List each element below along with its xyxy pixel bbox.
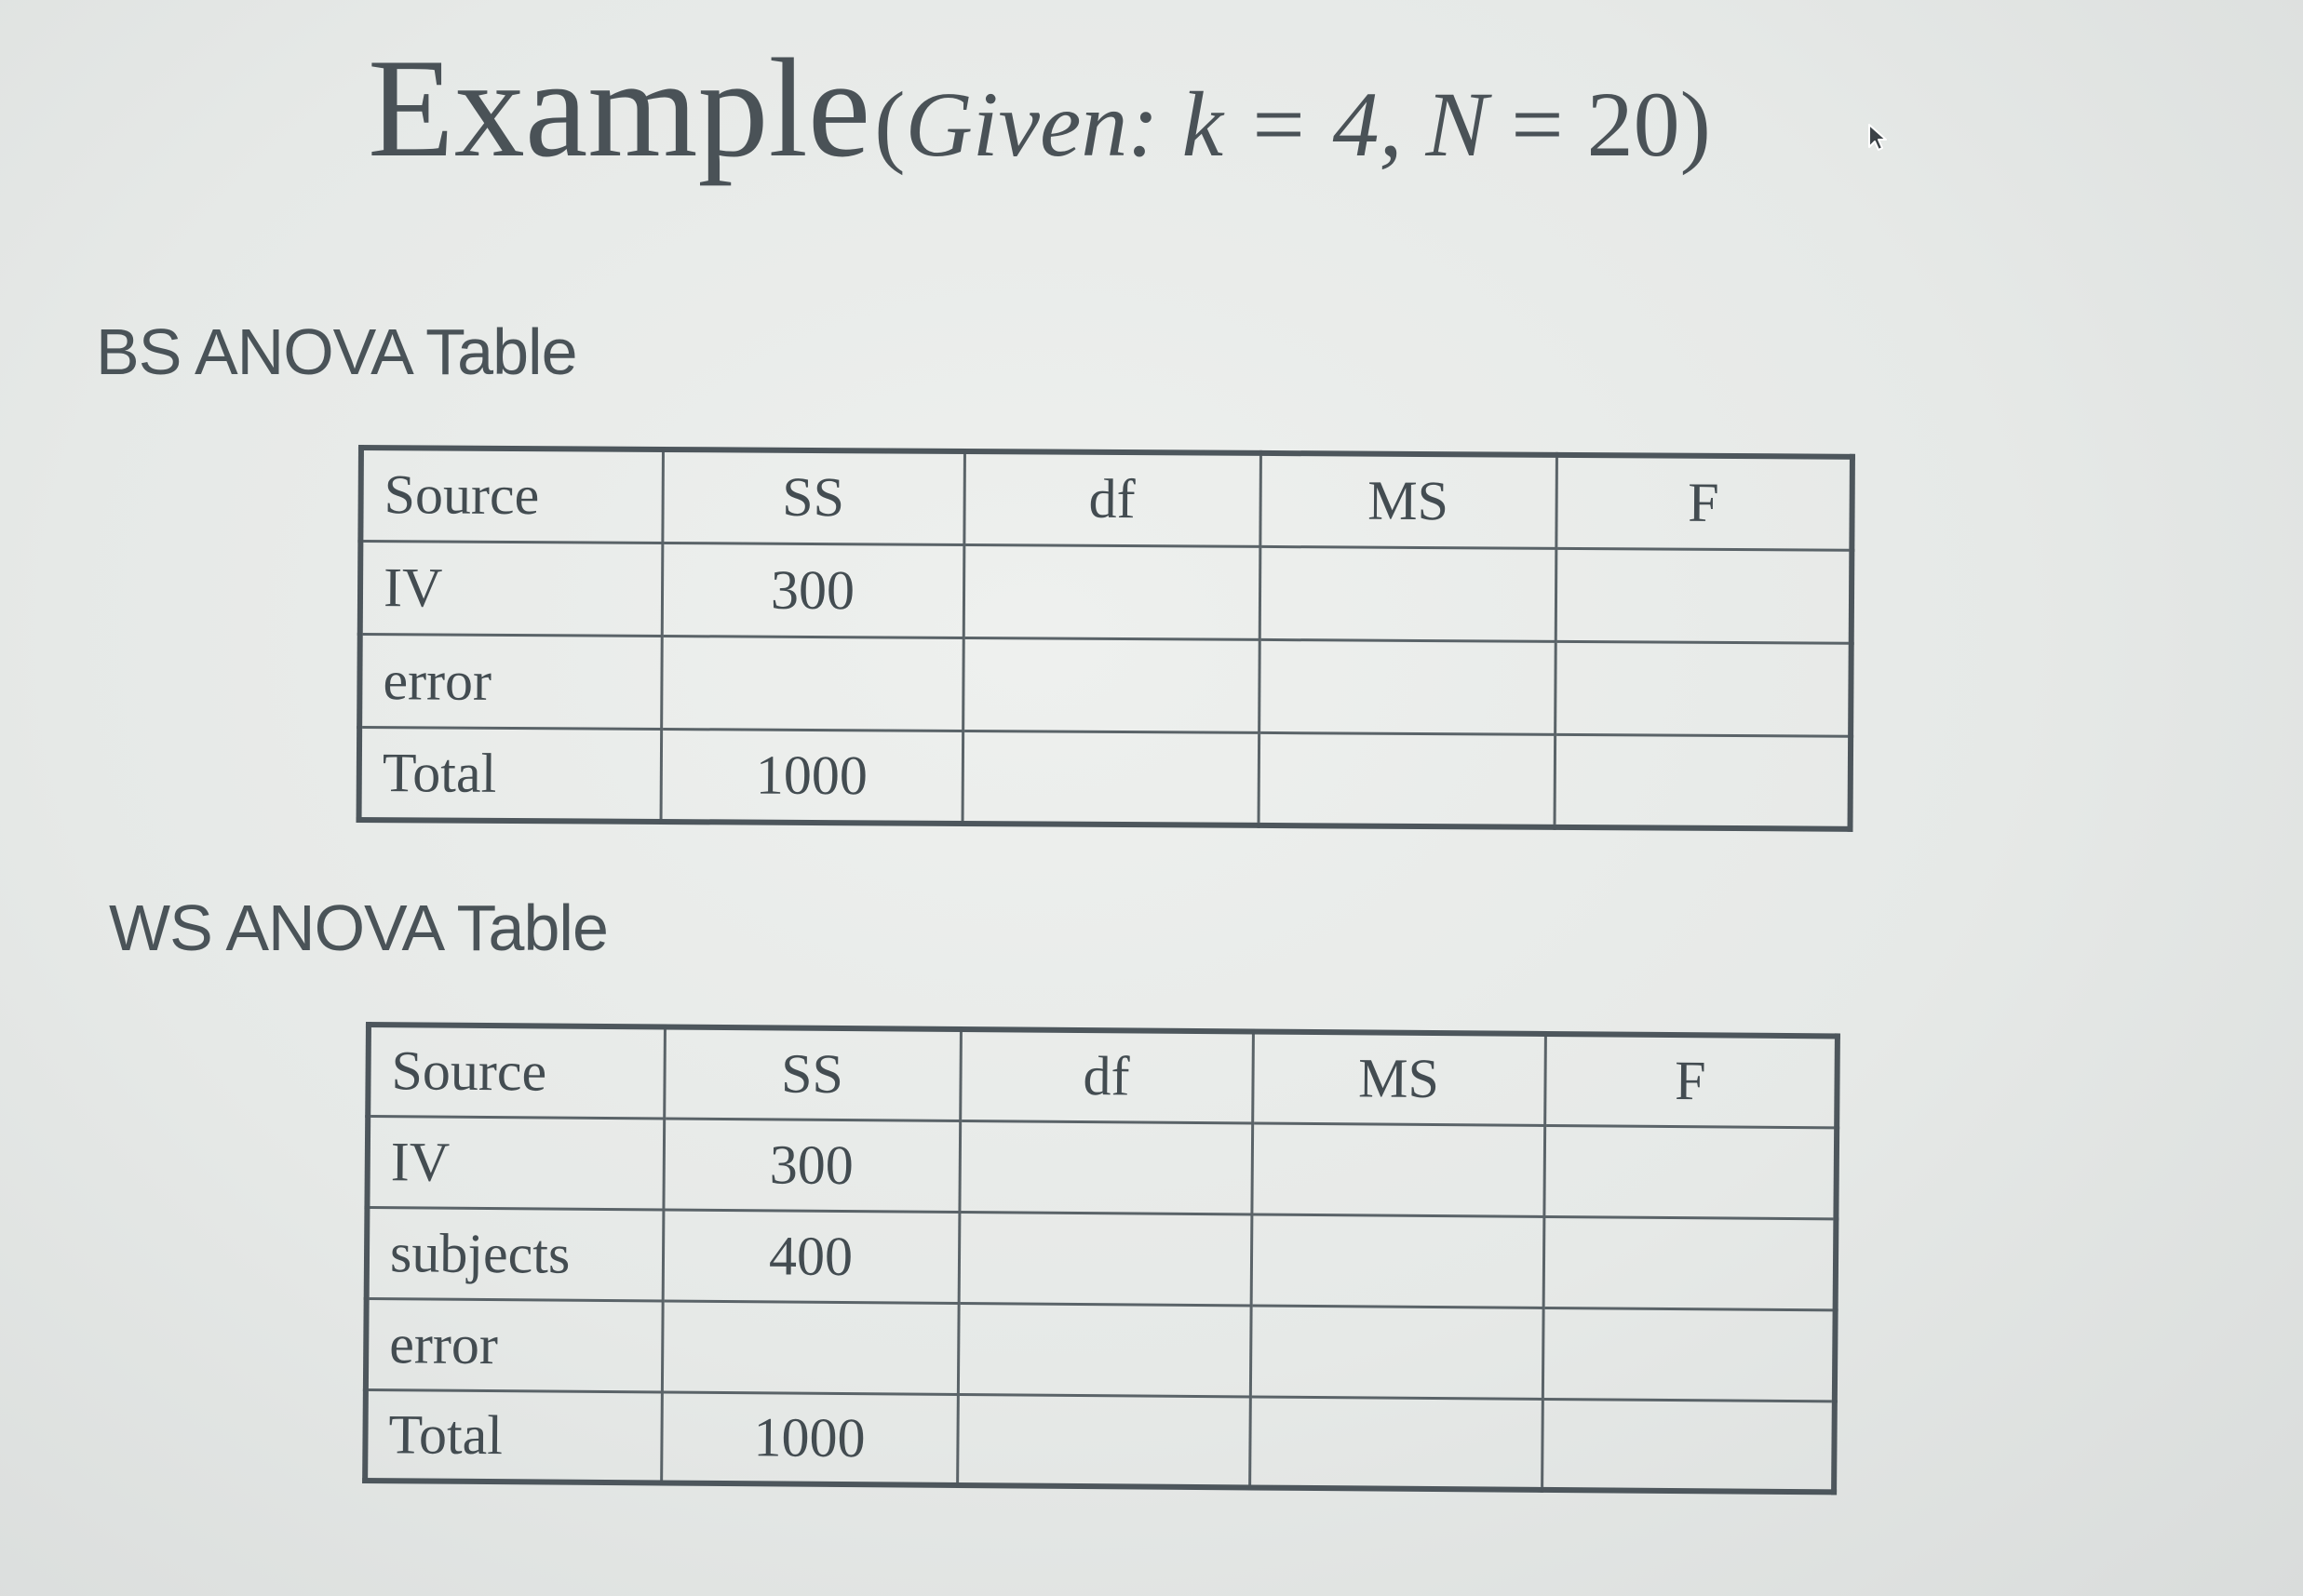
df-cell bbox=[963, 544, 1260, 639]
source-cell: error bbox=[359, 634, 662, 729]
f-cell bbox=[1555, 734, 1852, 829]
f-cell bbox=[1556, 548, 1852, 643]
f-cell bbox=[1543, 1216, 1837, 1309]
given-n-value: = 20) bbox=[1488, 73, 1711, 176]
source-cell: subjects bbox=[367, 1207, 664, 1300]
source-cell: IV bbox=[360, 541, 663, 636]
source-cell: Total bbox=[359, 727, 662, 822]
bs-anova-heading: BS ANOVA Table bbox=[96, 315, 577, 388]
f-cell bbox=[1542, 1308, 1836, 1401]
given-label: Given: bbox=[905, 73, 1159, 176]
given-n: N bbox=[1425, 73, 1488, 176]
title-given bbox=[874, 73, 1711, 176]
column-header-df: df bbox=[963, 451, 1260, 546]
ms-cell bbox=[1250, 1305, 1543, 1398]
table-row bbox=[360, 541, 1852, 643]
column-header-ms: MS bbox=[1252, 1031, 1545, 1124]
f-cell bbox=[1542, 1399, 1835, 1492]
column-header-ss: SS bbox=[662, 449, 964, 544]
given-open-paren: ( bbox=[874, 73, 906, 176]
df-cell bbox=[958, 1303, 1251, 1396]
df-cell bbox=[963, 731, 1259, 825]
table-header-row bbox=[360, 448, 1852, 550]
table-row bbox=[365, 1389, 1835, 1492]
ms-cell bbox=[1259, 639, 1556, 734]
table-row bbox=[367, 1207, 1837, 1309]
column-header-f: F bbox=[1544, 1034, 1838, 1127]
ss-cell: 1000 bbox=[661, 1392, 958, 1485]
mouse-pointer-icon bbox=[1867, 123, 1888, 151]
source-cell: Total bbox=[365, 1389, 662, 1482]
title-main: Example bbox=[368, 30, 871, 186]
df-cell bbox=[963, 637, 1259, 732]
source-cell: IV bbox=[367, 1116, 664, 1209]
column-header-source: Source bbox=[360, 448, 663, 543]
column-header-source: Source bbox=[368, 1025, 665, 1118]
ss-cell bbox=[661, 636, 963, 731]
column-header-df: df bbox=[960, 1029, 1253, 1122]
ms-cell bbox=[1251, 1122, 1544, 1215]
column-header-ss: SS bbox=[664, 1027, 961, 1120]
ms-cell bbox=[1259, 546, 1556, 641]
df-cell bbox=[957, 1394, 1250, 1487]
table-row bbox=[359, 634, 1852, 736]
ss-cell: 300 bbox=[662, 543, 964, 637]
f-cell bbox=[1555, 641, 1852, 736]
bs-anova-table bbox=[357, 445, 1855, 832]
ms-cell bbox=[1259, 732, 1556, 827]
ws-anova-table bbox=[362, 1022, 1840, 1495]
ss-cell: 300 bbox=[663, 1119, 960, 1212]
column-header-f: F bbox=[1556, 455, 1852, 550]
df-cell bbox=[959, 1120, 1252, 1214]
table-header-row bbox=[368, 1025, 1838, 1127]
column-header-ms: MS bbox=[1259, 453, 1556, 548]
given-k: k = 4, bbox=[1158, 73, 1426, 176]
ws-anova-heading: WS ANOVA Table bbox=[109, 892, 608, 964]
ms-cell bbox=[1251, 1214, 1544, 1307]
df-cell bbox=[959, 1212, 1252, 1305]
ss-cell bbox=[662, 1301, 959, 1394]
page-title bbox=[368, 30, 1711, 186]
table-row bbox=[366, 1298, 1836, 1401]
ss-cell: 400 bbox=[663, 1210, 960, 1303]
f-cell bbox=[1543, 1125, 1837, 1218]
ss-cell: 1000 bbox=[661, 729, 963, 824]
table-row bbox=[359, 727, 1852, 829]
ms-cell bbox=[1249, 1396, 1542, 1489]
table-row bbox=[367, 1116, 1837, 1218]
source-cell: error bbox=[366, 1298, 663, 1391]
